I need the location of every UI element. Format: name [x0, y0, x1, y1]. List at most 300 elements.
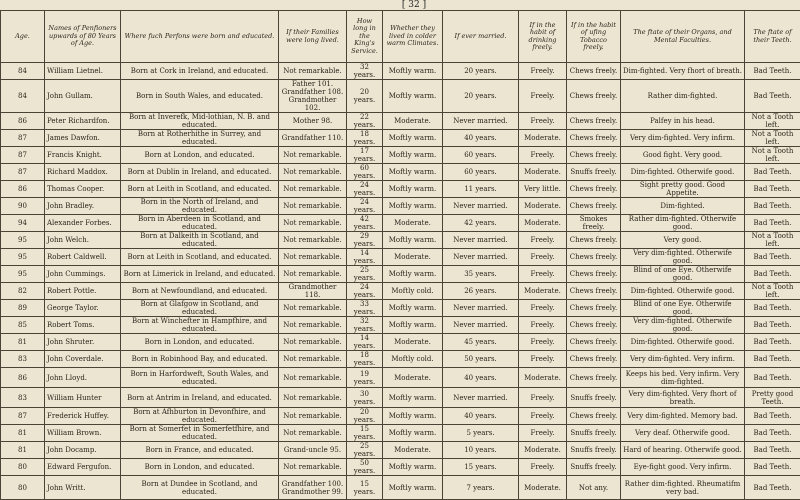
cell-service: 33 years. [347, 300, 383, 317]
cell-age: 87 [1, 147, 45, 164]
cell-climate: Moftly warm. [383, 300, 443, 317]
header-drinking: If in the habit of drinking freely. [519, 11, 567, 63]
cell-married: 15 years. [443, 459, 519, 476]
cell-drinking: Freely. [519, 408, 567, 425]
cell-born: Born at Dalkeith in Scotland, and educated. [121, 232, 279, 249]
cell-climate: Moftly warm. [383, 181, 443, 198]
cell-married: 50 years. [443, 351, 519, 368]
table-body [1, 63, 800, 500]
cell-service: 24 years. [347, 283, 383, 300]
cell-age: 94 [1, 215, 45, 232]
cell-service: 25 years. [347, 442, 383, 459]
cell-climate: Moftly cold. [383, 351, 443, 368]
cell-name: George Taylor. [45, 300, 121, 317]
cell-age: 87 [1, 130, 45, 147]
cell-organs: Dim-fighted. Otherwife good. [621, 334, 745, 351]
cell-name: William Brown. [45, 425, 121, 442]
cell-climate: Moftly warm. [383, 164, 443, 181]
cell-tobacco: Not any. [567, 476, 621, 500]
cell-organs: Hard of hearing. Otherwife good. [621, 442, 745, 459]
cell-organs: Good fight. Very good. [621, 147, 745, 164]
cell-service: 17 years. [347, 147, 383, 164]
cell-age: 87 [1, 164, 45, 181]
cell-age: 95 [1, 249, 45, 266]
cell-teeth: Bad Teeth. [745, 266, 800, 283]
header-teeth: The ftate of their Teeth. [745, 11, 800, 63]
cell-drinking: Moderate. [519, 198, 567, 215]
cell-family: Not remarkable. [279, 351, 347, 368]
cell-family: Not remarkable. [279, 215, 347, 232]
cell-family: Grandfather 100. Grandmother 99. [279, 476, 347, 500]
header-name: Names of Penfioners upwards of 80 Years of Age. [45, 11, 121, 63]
cell-climate: Moftly cold. [383, 283, 443, 300]
cell-tobacco: Chews freely. [567, 408, 621, 425]
cell-name: Robert Caldwell. [45, 249, 121, 266]
cell-climate: Moderate. [383, 368, 443, 388]
cell-family: Not remarkable. [279, 181, 347, 198]
cell-age: 84 [1, 63, 45, 80]
cell-name: John Bradley. [45, 198, 121, 215]
cell-married: Never married. [443, 198, 519, 215]
cell-drinking: Freely. [519, 266, 567, 283]
cell-married: 40 years. [443, 408, 519, 425]
cell-service: 60 years. [347, 164, 383, 181]
cell-organs: Very dim-fighted. Memory bad. [621, 408, 745, 425]
cell-drinking: Freely. [519, 459, 567, 476]
table-row [1, 63, 800, 80]
header-married: If ever married. [443, 11, 519, 63]
header-row [1, 11, 800, 63]
table-row [1, 198, 800, 215]
cell-drinking: Moderate. [519, 130, 567, 147]
cell-drinking: Moderate. [519, 283, 567, 300]
cell-organs: Dim-fighted. [621, 198, 745, 215]
cell-organs: Rather dim-fighted. Rheumatifm very bad. [621, 476, 745, 500]
cell-teeth: Bad Teeth. [745, 425, 800, 442]
cell-born: Born in London, and educated. [121, 334, 279, 351]
cell-age: 87 [1, 408, 45, 425]
cell-teeth: Bad Teeth. [745, 459, 800, 476]
cell-teeth: Bad Teeth. [745, 63, 800, 80]
cell-family: Grandfather 110. [279, 130, 347, 147]
cell-tobacco: Chews freely. [567, 181, 621, 198]
cell-family: Not remarkable. [279, 300, 347, 317]
cell-teeth: Bad Teeth. [745, 181, 800, 198]
cell-tobacco: Chews freely. [567, 334, 621, 351]
cell-born: Born at Newfoundland, and educated. [121, 283, 279, 300]
table-row [1, 476, 800, 500]
cell-organs: Very deaf. Otherwife good. [621, 425, 745, 442]
cell-name: John Cummings. [45, 266, 121, 283]
cell-service: 14 years. [347, 334, 383, 351]
cell-teeth: Bad Teeth. [745, 351, 800, 368]
cell-married: 20 years. [443, 80, 519, 113]
table-row [1, 80, 800, 113]
table-row [1, 130, 800, 147]
cell-organs: Very dim-fighted. Very infirm. [621, 130, 745, 147]
cell-family: Not remarkable. [279, 388, 347, 408]
cell-born: Born in Robinhood Bay, and educated. [121, 351, 279, 368]
cell-drinking: Moderate. [519, 476, 567, 500]
cell-family: Not remarkable. [279, 459, 347, 476]
cell-service: 42 years. [347, 215, 383, 232]
cell-teeth: Bad Teeth. [745, 198, 800, 215]
cell-age: 86 [1, 368, 45, 388]
header-tobacco: If in the habit of ufing Tobacco freely. [567, 11, 621, 63]
cell-organs: Very dim-fighted. Otherwife good. [621, 317, 745, 334]
table-row [1, 164, 800, 181]
cell-drinking: Freely. [519, 388, 567, 408]
cell-tobacco: Chews freely. [567, 113, 621, 130]
cell-age: 86 [1, 113, 45, 130]
cell-drinking: Moderate. [519, 164, 567, 181]
cell-born: Born at Dublin in Ireland, and educated. [121, 164, 279, 181]
cell-organs: Blind of one Eye. Otherwife good. [621, 300, 745, 317]
cell-family: Not remarkable. [279, 164, 347, 181]
cell-married: 40 years. [443, 130, 519, 147]
cell-climate: Moftly warm. [383, 232, 443, 249]
cell-born: Born at Antrim in Ireland, and educated. [121, 388, 279, 408]
cell-climate: Moftly warm. [383, 476, 443, 500]
cell-name: Francis Knight. [45, 147, 121, 164]
cell-drinking: Freely. [519, 147, 567, 164]
cell-service: 22 years. [347, 113, 383, 130]
table-row [1, 459, 800, 476]
cell-climate: Moftly warm. [383, 80, 443, 113]
cell-service: 19 years. [347, 368, 383, 388]
cell-tobacco: Chews freely. [567, 351, 621, 368]
cell-climate: Moftly warm. [383, 147, 443, 164]
table-row [1, 113, 800, 130]
cell-family: Not remarkable. [279, 334, 347, 351]
cell-name: John Docamp. [45, 442, 121, 459]
table-row [1, 351, 800, 368]
cell-born: Born at Cork in Ireland, and educated. [121, 63, 279, 80]
cell-married: 11 years. [443, 181, 519, 198]
cell-climate: Moftly warm. [383, 459, 443, 476]
header-age: Age. [1, 11, 45, 63]
cell-organs: Rather dim-fighted. [621, 80, 745, 113]
cell-married: Never married. [443, 388, 519, 408]
cell-married: 60 years. [443, 147, 519, 164]
cell-climate: Moftly warm. [383, 63, 443, 80]
cell-born: Born at Inverefk, Mid-lothian, N. B. and educated. [121, 113, 279, 130]
cell-teeth: Bad Teeth. [745, 476, 800, 500]
cell-drinking: Freely. [519, 425, 567, 442]
cell-age: 80 [1, 459, 45, 476]
cell-born: Born at Limerick in Ireland, and educated. [121, 266, 279, 283]
cell-age: 84 [1, 80, 45, 113]
cell-age: 85 [1, 317, 45, 334]
cell-climate: Moftly warm. [383, 425, 443, 442]
cell-age: 82 [1, 283, 45, 300]
cell-name: James Dawfon. [45, 130, 121, 147]
cell-service: 14 years. [347, 249, 383, 266]
cell-service: 24 years. [347, 181, 383, 198]
cell-born: Born in France, and educated. [121, 442, 279, 459]
cell-age: 90 [1, 198, 45, 215]
cell-organs: Very dim-fighted. Otherwife good. [621, 249, 745, 266]
cell-tobacco: Snuffs freely. [567, 459, 621, 476]
cell-name: Robert Toms. [45, 317, 121, 334]
header-born: Where fuch Perfons were born and educated. [121, 11, 279, 63]
cell-climate: Moftly warm. [383, 266, 443, 283]
cell-family: Not remarkable. [279, 408, 347, 425]
table-row [1, 388, 800, 408]
cell-age: 89 [1, 300, 45, 317]
cell-name: Alexander Forbes. [45, 215, 121, 232]
cell-born: Born at Afhburton in Devonfhire, and educated. [121, 408, 279, 425]
cell-family: Grand-uncle 95. [279, 442, 347, 459]
cell-teeth: Not a Tooth left. [745, 130, 800, 147]
header-service: How long in the King's Service. [347, 11, 383, 63]
cell-tobacco: Chews freely. [567, 63, 621, 80]
table-row [1, 266, 800, 283]
cell-married: 60 years. [443, 164, 519, 181]
table-row [1, 408, 800, 425]
table-row [1, 442, 800, 459]
cell-age: 95 [1, 232, 45, 249]
cell-service: 20 years. [347, 408, 383, 425]
cell-teeth: Bad Teeth. [745, 249, 800, 266]
cell-married: 42 years. [443, 215, 519, 232]
cell-age: 81 [1, 425, 45, 442]
cell-drinking: Freely. [519, 317, 567, 334]
table-row [1, 147, 800, 164]
cell-age: 86 [1, 181, 45, 198]
cell-born: Born at Leith in Scotland, and educated. [121, 249, 279, 266]
table-row [1, 334, 800, 351]
pensioners-table [0, 10, 800, 500]
cell-teeth: Bad Teeth. [745, 408, 800, 425]
cell-drinking: Very little. [519, 181, 567, 198]
cell-drinking: Freely. [519, 232, 567, 249]
cell-tobacco: Chews freely. [567, 283, 621, 300]
cell-tobacco: Chews freely. [567, 266, 621, 283]
table-row [1, 368, 800, 388]
cell-tobacco: Snuffs freely. [567, 388, 621, 408]
cell-born: Born in South Wales, and educated. [121, 80, 279, 113]
cell-climate: Moftly warm. [383, 130, 443, 147]
cell-born: Born at Somerfet in Somerfetfhire, and educated. [121, 425, 279, 442]
cell-family: Not remarkable. [279, 266, 347, 283]
cell-drinking: Freely. [519, 63, 567, 80]
cell-organs: Eye-fight good. Very infirm. [621, 459, 745, 476]
cell-married: Never married. [443, 317, 519, 334]
cell-name: Edward Fergufon. [45, 459, 121, 476]
cell-climate: Moderate. [383, 215, 443, 232]
cell-married: Never married. [443, 300, 519, 317]
cell-drinking: Freely. [519, 334, 567, 351]
header-organs: The ftate of their Organs, and Mental Faculties. [621, 11, 745, 63]
cell-born: Born in Aberdeen in Scotland, and educated. [121, 215, 279, 232]
cell-tobacco: Chews freely. [567, 130, 621, 147]
cell-family: Not remarkable. [279, 232, 347, 249]
cell-born: Born at Glafgow in Scotland, and educated. [121, 300, 279, 317]
cell-name: Robert Pottle. [45, 283, 121, 300]
cell-teeth: Bad Teeth. [745, 300, 800, 317]
cell-age: 83 [1, 351, 45, 368]
cell-family: Not remarkable. [279, 425, 347, 442]
cell-tobacco: Snuffs freely. [567, 442, 621, 459]
cell-service: 18 years. [347, 130, 383, 147]
cell-tobacco: Smokes freely. [567, 215, 621, 232]
cell-climate: Moderate. [383, 249, 443, 266]
cell-organs: Palfey in his head. [621, 113, 745, 130]
table-row [1, 300, 800, 317]
table-row [1, 283, 800, 300]
table-row [1, 232, 800, 249]
cell-born: Born at Leith in Scotland, and educated. [121, 181, 279, 198]
cell-climate: Moftly warm. [383, 198, 443, 215]
cell-drinking: Freely. [519, 80, 567, 113]
cell-family: Not remarkable. [279, 63, 347, 80]
cell-family: Not remarkable. [279, 368, 347, 388]
cell-organs: Very good. [621, 232, 745, 249]
cell-tobacco: Chews freely. [567, 147, 621, 164]
table-row [1, 215, 800, 232]
cell-tobacco: Chews freely. [567, 300, 621, 317]
cell-organs: Keeps his bed. Very infirm. Very dim-fighted. [621, 368, 745, 388]
cell-family: Not remarkable. [279, 317, 347, 334]
cell-drinking: Freely. [519, 351, 567, 368]
cell-family: Not remarkable. [279, 198, 347, 215]
cell-family: Mother 98. [279, 113, 347, 130]
cell-climate: Moderate. [383, 334, 443, 351]
cell-organs: Dim-fighted. Otherwife good. [621, 164, 745, 181]
cell-name: Thomas Cooper. [45, 181, 121, 198]
cell-married: 45 years. [443, 334, 519, 351]
cell-climate: Moftly warm. [383, 317, 443, 334]
cell-married: 26 years. [443, 283, 519, 300]
cell-age: 95 [1, 266, 45, 283]
cell-name: John Gullam. [45, 80, 121, 113]
cell-tobacco: Chews freely. [567, 232, 621, 249]
cell-born: Born at Rotherhithe in Surrey, and educated. [121, 130, 279, 147]
cell-tobacco: Chews freely. [567, 317, 621, 334]
cell-tobacco: Snuffs freely. [567, 425, 621, 442]
cell-name: John Welch. [45, 232, 121, 249]
cell-teeth: Pretty good Teeth. [745, 388, 800, 408]
cell-teeth: Not a Tooth left. [745, 232, 800, 249]
cell-family: Grandmother 118. [279, 283, 347, 300]
cell-service: 15 years. [347, 425, 383, 442]
table-row [1, 317, 800, 334]
cell-tobacco: Chews freely. [567, 249, 621, 266]
header-family: If their Families were long lived. [279, 11, 347, 63]
cell-service: 29 years. [347, 232, 383, 249]
cell-organs: Sight pretty good. Good Appetite. [621, 181, 745, 198]
cell-married: 40 years. [443, 368, 519, 388]
cell-name: John Lloyd. [45, 368, 121, 388]
cell-service: 32 years. [347, 63, 383, 80]
cell-married: Never married. [443, 232, 519, 249]
cell-tobacco: Snuffs freely. [567, 164, 621, 181]
cell-organs: Dim-fighted. Otherwife good. [621, 283, 745, 300]
cell-teeth: Bad Teeth. [745, 164, 800, 181]
cell-drinking: Moderate. [519, 442, 567, 459]
cell-born: Born at Dundee in Scotland, and educated. [121, 476, 279, 500]
cell-service: 50 years. [347, 459, 383, 476]
cell-married: 10 years. [443, 442, 519, 459]
cell-teeth: Not a Tooth left. [745, 147, 800, 164]
cell-service: 25 years. [347, 266, 383, 283]
cell-name: John Writt. [45, 476, 121, 500]
cell-teeth: Bad Teeth. [745, 80, 800, 113]
cell-organs: Very dim-fighted. Very fhort of breath. [621, 388, 745, 408]
cell-married: 5 years. [443, 425, 519, 442]
cell-married: 20 years. [443, 63, 519, 80]
cell-service: 32 years. [347, 317, 383, 334]
cell-age: 80 [1, 476, 45, 500]
cell-drinking: Freely. [519, 113, 567, 130]
cell-climate: Moftly warm. [383, 388, 443, 408]
header-climate: Whether they lived in colder warm Climates. [383, 11, 443, 63]
cell-age: 83 [1, 388, 45, 408]
cell-born: Born in Harfordweft, South Wales, and educated. [121, 368, 279, 388]
cell-service: 15 years. [347, 476, 383, 500]
cell-teeth: Not a Tooth left. [745, 283, 800, 300]
cell-teeth: Bad Teeth. [745, 368, 800, 388]
cell-family: Father 101. Grandfather 108. Grandmother 102. [279, 80, 347, 113]
cell-teeth: Bad Teeth. [745, 442, 800, 459]
cell-name: William Hunter [45, 388, 121, 408]
cell-tobacco: Chews freely. [567, 198, 621, 215]
cell-married: Never married. [443, 113, 519, 130]
cell-born: Born in the North of Ireland, and educated. [121, 198, 279, 215]
cell-born: Born at London, and educated. [121, 147, 279, 164]
cell-name: Richard Maddox. [45, 164, 121, 181]
cell-teeth: Bad Teeth. [745, 317, 800, 334]
cell-service: 20 years. [347, 80, 383, 113]
table-row [1, 181, 800, 198]
cell-climate: Moderate. [383, 442, 443, 459]
cell-organs: Blind of one Eye. Otherwife good. [621, 266, 745, 283]
cell-married: Never married. [443, 249, 519, 266]
cell-born: Born at Winchefter in Hampfhire, and educated. [121, 317, 279, 334]
cell-drinking: Moderate. [519, 368, 567, 388]
cell-organs: Dim-fighted. Very fhort of breath. [621, 63, 745, 80]
cell-age: 81 [1, 442, 45, 459]
cell-teeth: Not a Tooth left. [745, 113, 800, 130]
cell-service: 18 years. [347, 351, 383, 368]
cell-name: John Coverdale. [45, 351, 121, 368]
cell-name: Peter Richardfon. [45, 113, 121, 130]
cell-family: Not remarkable. [279, 147, 347, 164]
cell-service: 24 years. [347, 198, 383, 215]
cell-married: 7 years. [443, 476, 519, 500]
cell-married: 35 years. [443, 266, 519, 283]
cell-name: William Lietnel. [45, 63, 121, 80]
cell-tobacco: Chews freely. [567, 80, 621, 113]
page-number: [ 32 ] [392, 0, 436, 10]
cell-climate: Moderate. [383, 113, 443, 130]
table-row [1, 425, 800, 442]
cell-born: Born in London, and educated. [121, 459, 279, 476]
cell-name: Frederick Huffey. [45, 408, 121, 425]
cell-drinking: Freely. [519, 249, 567, 266]
cell-drinking: Freely. [519, 300, 567, 317]
cell-tobacco: Chews freely. [567, 368, 621, 388]
cell-age: 81 [1, 334, 45, 351]
cell-drinking: Moderate. [519, 215, 567, 232]
cell-family: Not remarkable. [279, 249, 347, 266]
cell-organs: Very dim-fighted. Very infirm. [621, 351, 745, 368]
cell-organs: Rather dim-fighted. Otherwife good. [621, 215, 745, 232]
cell-teeth: Bad Teeth. [745, 215, 800, 232]
table-row [1, 249, 800, 266]
cell-name: John Shruter. [45, 334, 121, 351]
